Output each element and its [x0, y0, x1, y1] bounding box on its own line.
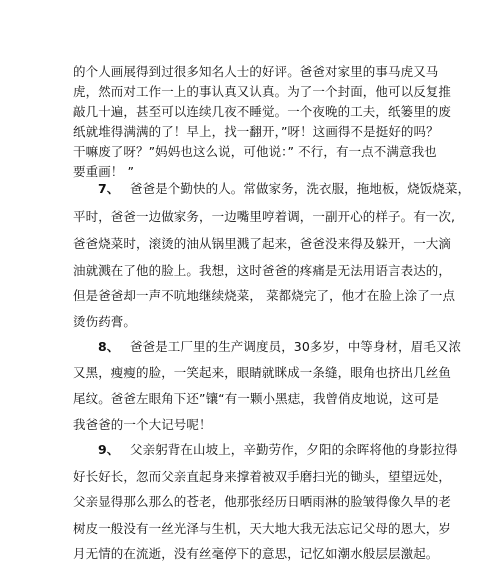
text-line: 我爸爸的一个大记号呢！	[73, 417, 212, 432]
paragraph-number: 8、	[98, 339, 120, 354]
text-line: 又黑，瘦瘦的脸，一笑起来，眼睛就眯成一条缝，眼角也挤出几丝鱼	[73, 365, 452, 380]
paragraph-number: 7、	[98, 181, 120, 196]
text-line: 纸就堆得满满的了！早上，找一翻开，”呀！这画得不是挺好的吗？	[73, 124, 439, 139]
text-line: 虎，然而对工作一上的事认真又认真。为了一个封面，他可以反复推	[73, 84, 452, 99]
paragraph-number: 9、	[98, 442, 120, 457]
text-line: 敲几十遍，甚至可以连续几夜不睡觉。一个夜晚的工夫，纸篓里的废	[73, 104, 452, 119]
text-line: 油就溅在了他的脸上。我想，这时爸爸的疼痛是无法用语言表达的，	[73, 263, 452, 278]
text-line: 爸爸是工厂里的生产调度员，30多岁，中等身材，眉毛又浓	[130, 339, 462, 354]
text-line: 但是爸爸却一声不吭地继续烧菜， 菜都烧完了，他才在脸上涂了一点	[73, 288, 456, 303]
text-line: 平时，爸爸一边做家务，一边嘴里哼着调，一副开心的样子。有一次,	[73, 209, 456, 224]
text-line: 月无情的在流逝，没有丝毫停下的意思，记忆如潮水般层层激起。	[73, 546, 439, 561]
text-line: 爸爸烧菜时，滚烫的油从锅里溅了起来，爸爸没来得及躲开，一大滴	[73, 236, 452, 251]
text-line: 尾纹。爸爸左眼角下还”镶“有一颗小黑痣，我曾俏皮地说，这可是	[73, 391, 439, 406]
text-line: 烫伤药膏。	[73, 314, 137, 329]
text-line: 好长好长，忽而父亲直起身来撑着被双手磨扫光的锄头，望望远处，	[73, 469, 452, 484]
text-line: 父亲躬背在山坡上，辛勤劳作，夕阳的余晖将他的身影拉得	[130, 442, 458, 457]
text-line: 的个人画展得到过很多知名人士的好评。爸爸对家里的事马虎又马	[73, 64, 439, 79]
text-line: 要重画！ ”	[73, 164, 135, 179]
text-line: 爸爸是个勤快的人。常做家务，洗衣服，拖地板，烧饭烧菜，	[130, 181, 471, 196]
text-line: 干嘛废了呀？”妈妈也这么说，可他说：” 不行，有一点不满意我也	[73, 144, 437, 159]
text-line: 父亲显得那么那么的苍老，他那张经历日晒雨淋的脸皱得像久旱的老	[73, 494, 452, 509]
text-line: 树皮一般没有一丝光泽与生机，天大地大我无法忘记父母的恩大，岁	[73, 521, 452, 536]
